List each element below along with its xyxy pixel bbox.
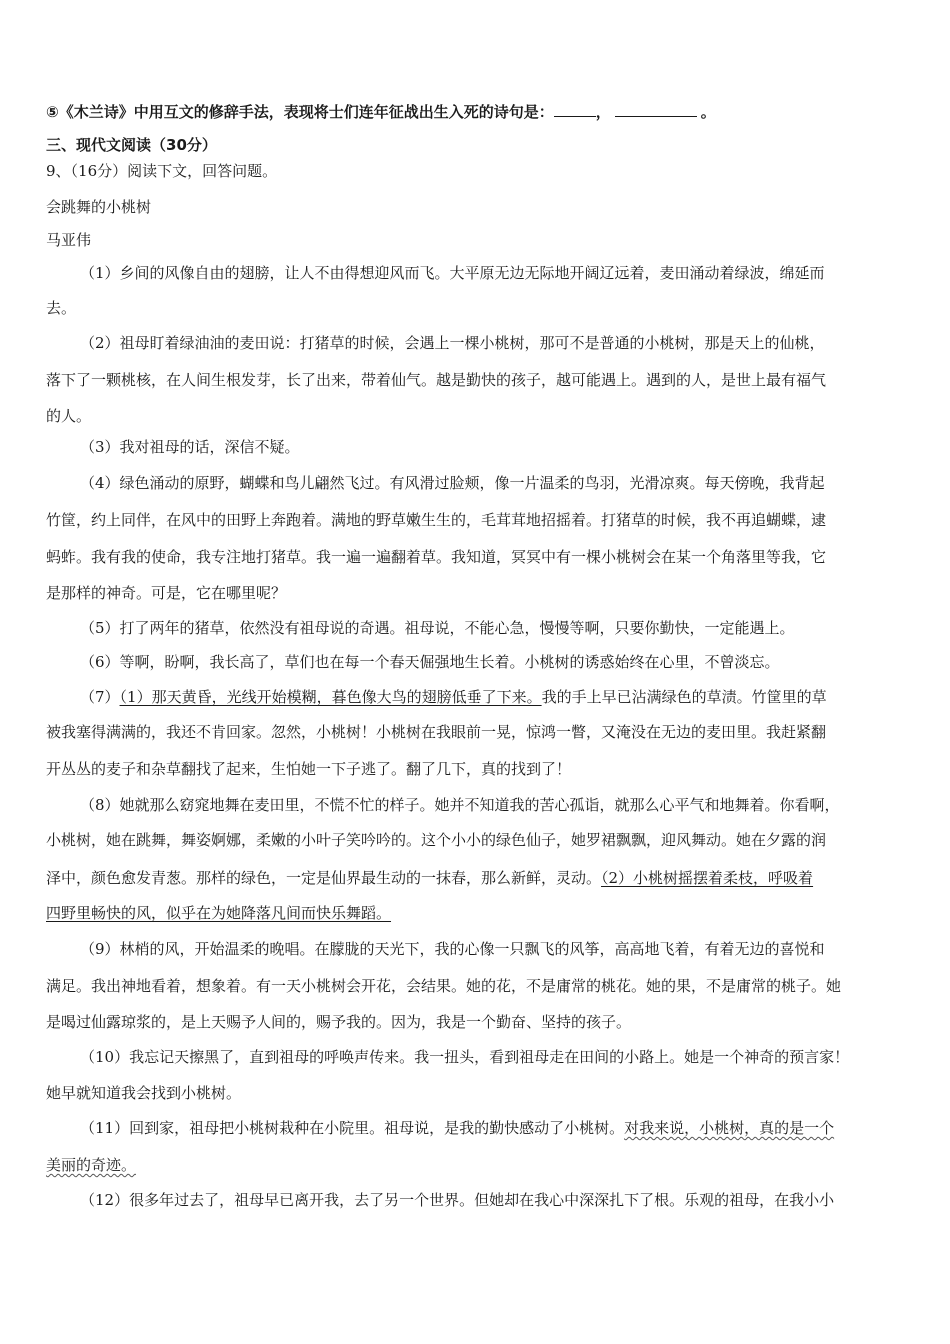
underlined-sentence-2-cont: 四野里畅快的风，似乎在为她降落凡间而快乐舞蹈。 <box>46 904 392 922</box>
paragraph-7-rest: 我的手上早已沾满绿色的草渍。竹筐里的草 <box>541 688 827 706</box>
underlined-sentence-2: （2）小桃树摇摆着柔枝，呼吸着 <box>601 869 814 887</box>
article-author: 马亚伟 <box>46 231 92 249</box>
paragraph-7-line-3: 开丛丛的麦子和杂草翻找了起来，生怕她一下子逃了。翻了几下，真的找到了！ <box>46 760 572 778</box>
paragraph-11-line-1 <box>80 1117 834 1139</box>
paragraph-4-line-3: 蚂蚱。我有我的使命，我专注地打猪草。我一遍一遍翻着草。我知道，冥冥中有一棵小桃树会在某一个角落里等我，它 <box>46 548 827 566</box>
paragraph-1-line-2: 去。 <box>46 299 77 317</box>
paragraph-10-line-2: 她早就知道我会找到小桃树。 <box>46 1084 242 1102</box>
question-5-separator: ， <box>595 103 611 121</box>
answer-blank-1[interactable] <box>554 102 596 117</box>
paragraph-10-line-1: （10）我忘记天擦黑了，直到祖母的呼唤声传来。我一扭头，看到祖母走在田间的小路上。她是一个神奇的预言家！ <box>80 1048 850 1066</box>
paragraph-2-line-2: 落下了一颗桃核，在人间生根发芽，长了出来，带着仙气。越是勤快的孩子，越可能遇上。遇到的人，是世上最有福气 <box>46 371 827 389</box>
paragraph-1-line-1: （1）乡间的风像自由的翅膀，让人不由得想迎风而飞。大平原无边无际地开阔辽远着，麦田涌动着绿波，绵延而 <box>80 264 825 282</box>
paragraph-8-line-1: （8）她就那么窈窕地舞在麦田里，不慌不忙的样子。她并不知道我的苦心孤诣，就那么心平气和地舞着。你看啊， <box>80 796 840 814</box>
paragraph-8-line-4 <box>46 902 391 924</box>
section-heading: 三、现代文阅读（30分） <box>46 136 217 154</box>
paragraph-3: （3）我对祖母的话，深信不疑。 <box>80 438 300 456</box>
paragraph-4-line-1: （4）绿色涌动的原野，蝴蝶和鸟儿翩然飞过。有风滑过脸颊，像一片温柔的鸟羽，光滑凉爽。每天傍晚，我背起 <box>80 474 825 492</box>
paragraph-2-line-3: 的人。 <box>46 407 92 425</box>
wavy-underlined-sentence-cont: 美丽的奇迹。 <box>46 1156 137 1174</box>
paragraph-11-plain: （11）回到家，祖母把小桃树栽种在小院里。祖母说，是我的勤快感动了小桃树。 <box>80 1119 625 1137</box>
question-9-prompt: 9、（16分）阅读下文，回答问题。 <box>46 162 278 180</box>
paragraph-8-line-3 <box>46 867 813 889</box>
paragraph-11-line-2 <box>46 1154 136 1176</box>
article-title: 会跳舞的小桃树 <box>46 198 152 216</box>
paragraph-7-number: （7） <box>80 688 120 706</box>
paragraph-8-line-2: 小桃树，她在跳舞，舞姿婀娜，柔嫩的小叶子笑吟吟的。这个小小的绿色仙子，她罗裙飘飘，迎风舞动。她在夕露的润 <box>46 831 827 849</box>
paragraph-7-line-1 <box>80 686 827 708</box>
answer-blank-2[interactable] <box>615 102 697 117</box>
paragraph-8-plain: 泽中，颜色愈发青葱。那样的绿色，一定是仙界最生动的一抹春，那么新鲜，灵动。 <box>46 869 602 887</box>
paragraph-12-line-1: （12）很多年过去了，祖母早已离开我，去了另一个世界。但她却在我心中深深扎下了根。乐观的祖母，在我小小 <box>80 1191 835 1209</box>
paragraph-5: （5）打了两年的猪草，依然没有祖母说的奇遇。祖母说，不能心急，慢慢等啊，只要你勤快，一定能遇上。 <box>80 619 795 637</box>
paragraph-7-line-2: 被我塞得满满的，我还不肯回家。忽然，小桃树！小桃树在我眼前一晃，惊鸿一瞥，又淹没在无边的麦田里。我赶紧翻 <box>46 723 827 741</box>
paragraph-9-line-1: （9）林梢的风，开始温柔的晚唱。在朦胧的天光下，我的心像一只飘飞的风筝，高高地飞着，有着无边的喜悦和 <box>80 940 825 958</box>
paragraph-4-line-4: 是那样的神奇。可是，它在哪里呢？ <box>46 584 287 602</box>
paragraph-4-line-2: 竹筐，约上同伴，在风中的田野上奔跑着。满地的野草嫩生生的，毛茸茸地招摇着。打猪草的时候，我不再追蝴蝶，逮 <box>46 511 827 529</box>
underlined-sentence-1: （1）那天黄昏，光线开始模糊，暮色像大鸟的翅膀低垂了下来。 <box>119 688 542 706</box>
wavy-underlined-sentence: 对我来说，小桃树，真的是一个 <box>624 1119 835 1137</box>
paragraph-6: （6）等啊，盼啊，我长高了，草们也在每一个春天倔强地生长着。小桃树的诱惑始终在心里，不曾淡忘。 <box>80 653 780 671</box>
paragraph-9-line-3: 是喝过仙露琼浆的，是上天赐予人间的，赐予我的。因为，我是一个勤奋、坚持的孩子。 <box>46 1013 632 1031</box>
question-5-end: 。 <box>700 103 716 121</box>
paragraph-2-line-1: （2）祖母盯着绿油油的麦田说：打猪草的时候，会遇上一棵小桃树，那可不是普通的小桃树，那是天上的仙桃， <box>80 334 825 352</box>
paragraph-9-line-2: 满足。我出神地看着，想象着。有一天小桃树会开花，会结果。她的花，不是庸常的桃花。她的果，不是庸常的桃子。她 <box>46 977 842 995</box>
question-5 <box>46 101 716 123</box>
question-5-text: ⑤《木兰诗》中用互文的修辞手法，表现将士们连年征战出生入死的诗句是： <box>46 103 554 121</box>
